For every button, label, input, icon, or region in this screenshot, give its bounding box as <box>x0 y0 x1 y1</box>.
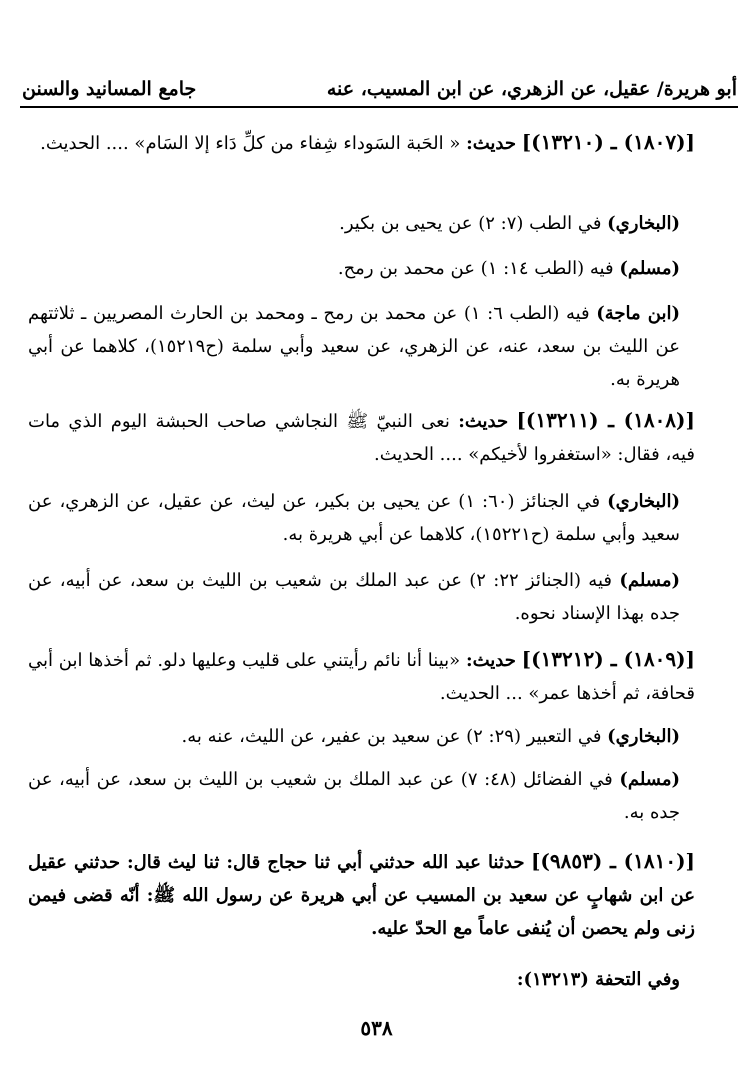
source-text: في الجنائز (٦٠: ١) عن يحيى بن بكير، عن ليث، عن عقيل، عن الزهري، عن سعيد وأبي سلمة (ح١٥٢٢١)، كلاهما عن أبي هريرة به. <box>28 491 680 545</box>
source-text: فيه (الجنائز ٢٢: ٢) عن عبد الملك بن شعيب بن الليث بن سعد، عن أبيه، عن جده بهذا الإسناد نحوه. <box>28 570 680 624</box>
source-text: فيه (الطب ٦: ١) عن محمد بن رمح ـ ومحمد بن الحارث المصريين ـ ثلاثتهم عن الليث بن سعد، عنه، عن الزهري، عن سعيد وأبي سلمة (ح١٥٢١٩)، كلاهما عن أبي هريرة به. <box>28 303 680 390</box>
hadith-lead: حديث: <box>466 133 516 154</box>
hadith-number: [(١٨٠٨) ـ (١٣٢١١)] <box>516 408 695 432</box>
source-muslim-3 <box>28 763 680 829</box>
source-name: (البخاري) <box>607 726 680 747</box>
hadith-lead: حديث: <box>458 411 509 432</box>
running-header <box>22 66 737 100</box>
hadith-entry-1809 <box>28 643 695 710</box>
hadith-number: [(١٨٠٩) ـ (١٣٢١٢)] <box>521 647 695 671</box>
source-ibnmajah-1 <box>28 297 680 396</box>
hadith-entry-1807 <box>28 126 695 160</box>
source-bukhari-3 <box>28 720 680 753</box>
source-muslim-2 <box>28 564 680 630</box>
hadith-number: [(١٨١٠) ـ (٩٨٥٣)] <box>530 849 695 873</box>
source-name: (ابن ماجة) <box>596 303 680 324</box>
tuhfa-reference <box>28 963 680 996</box>
tuhfa-text: وفي التحفة (١٣٢١٣): <box>516 969 680 990</box>
source-name: (مسلم) <box>619 570 680 591</box>
source-bukhari-2 <box>28 485 680 551</box>
source-bukhari-1 <box>28 207 680 240</box>
hadith-text: نعى النبيّ ﷺ النجاشي صاحب الحبشة اليوم الذي مات فيه، فقال: «استغفروا لأخيكم» .... الحديث. <box>28 411 695 465</box>
source-name: (البخاري) <box>607 491 680 512</box>
source-muslim-1 <box>28 252 680 285</box>
source-text: في الطب (٧: ٢) عن يحيى بن بكير. <box>339 213 602 234</box>
hadith-entry-1808 <box>28 404 695 471</box>
hadith-text: حدثنا عبد الله حدثني أبي ثنا حجاج قال: ثنا ليث قال: حدثني عقيل عن ابن شهابٍ عن سعيد بن المسيب عن أبي هريرة عن رسول الله ﷺ: أنّه قضى فيمن زنى ولم يحصن أن يُنفى عاماً مع الحدّ عليه. <box>28 852 695 939</box>
hadith-text: « الحَبة السَوداء شِفاء من كلِّ دَاء إلا السَام» .... الحديث. <box>40 133 461 154</box>
page-number: ٥٣٨ <box>360 1016 393 1040</box>
source-text: في الفضائل (٤٨: ٧) عن عبد الملك بن شعيب بن الليث بن سعد، عن أبيه، عن جده به. <box>28 769 680 823</box>
hadith-text: «بينا أنا نائم رأيتني على قليب وعليها دلو. ثم أخذها ابن أبي قحافة، ثم أخذها عمر» ... الحديث. <box>28 650 695 704</box>
source-name: (مسلم) <box>619 258 680 279</box>
source-text: في التعبير (٢٩: ٢) عن سعيد بن عفير، عن الليث، عنه به. <box>181 726 602 747</box>
source-name: (مسلم) <box>619 769 680 790</box>
header-chain-title: أبو هريرة/ عقيل، عن الزهري، عن ابن المسيب، عنه <box>326 78 737 100</box>
header-rule <box>20 106 738 108</box>
source-text: فيه (الطب ١٤: ١) عن محمد بن رمح. <box>337 258 614 279</box>
hadith-entry-1810 <box>28 845 695 945</box>
hadith-number: [(١٨٠٧) ـ (١٣٢١٠)] <box>521 130 695 154</box>
header-book-title: جامع المسانيد والسنن <box>22 78 197 100</box>
source-name: (البخاري) <box>607 213 680 234</box>
hadith-lead: حديث: <box>465 650 516 671</box>
